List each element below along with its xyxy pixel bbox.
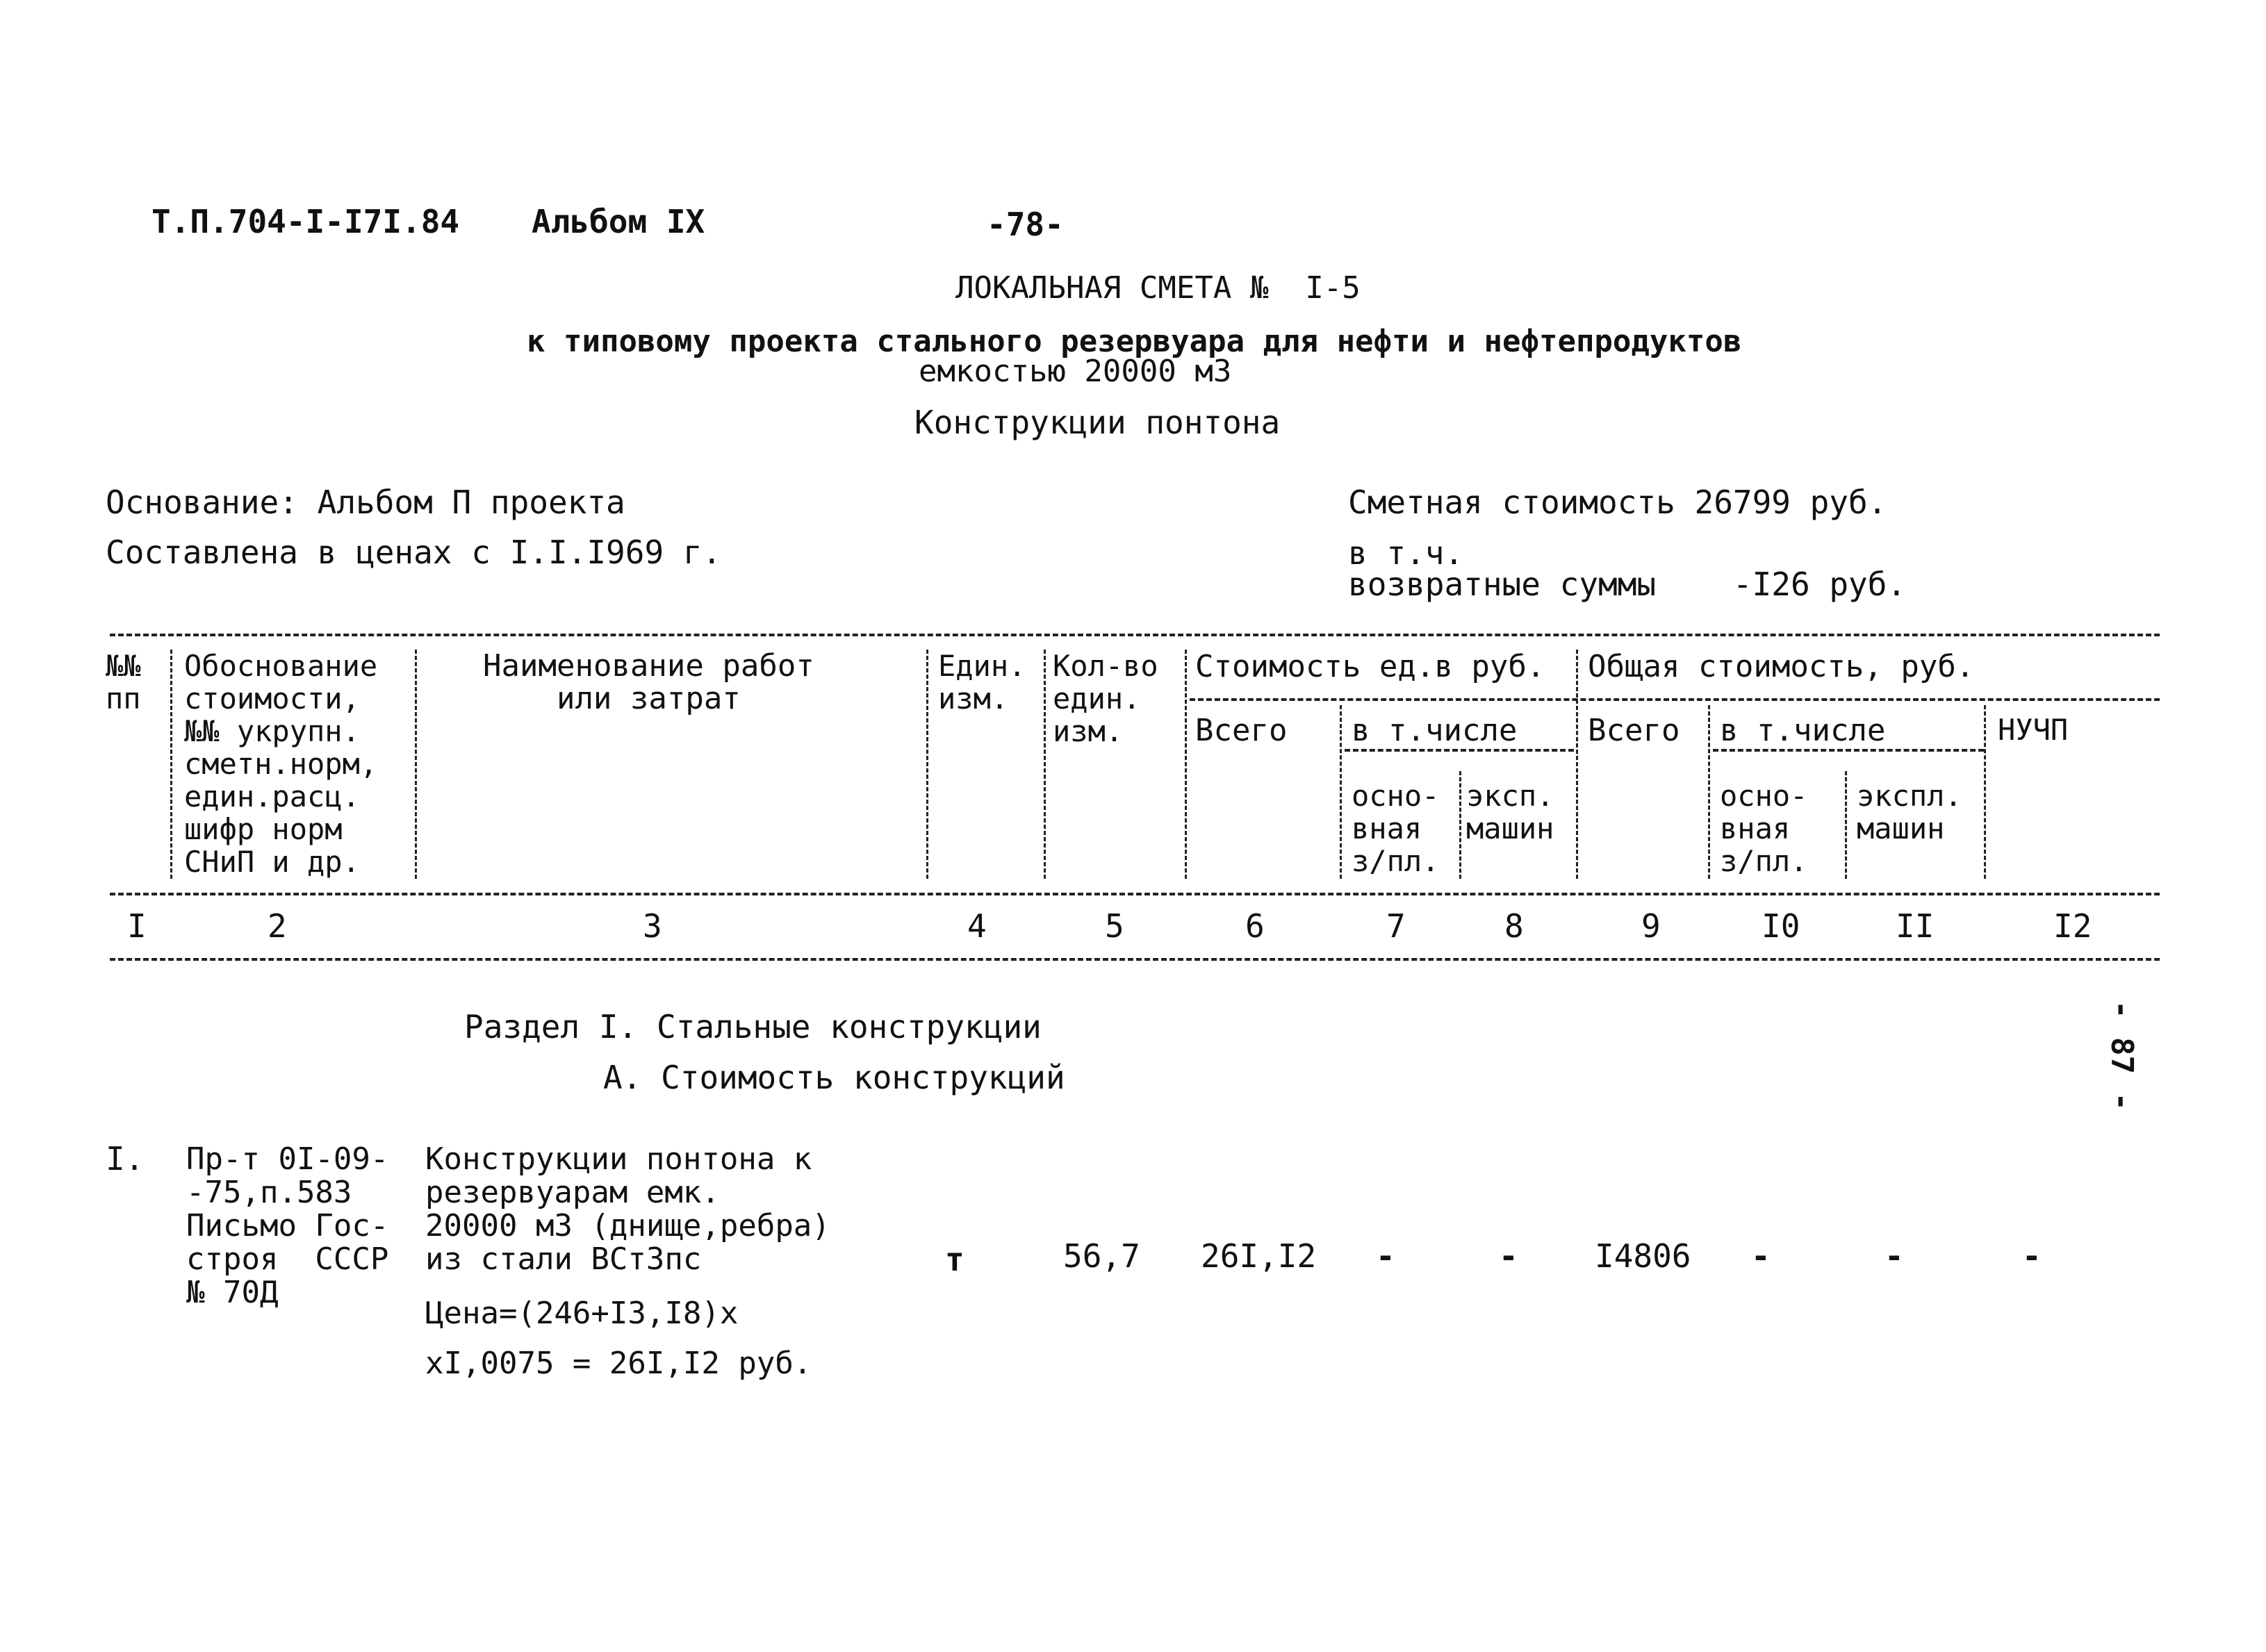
col-number-8: 8 <box>1504 907 1524 945</box>
document-code: Т.П.704-I-I7I.84 <box>151 203 460 240</box>
col-number-6: 6 <box>1245 907 1265 945</box>
row-total: I4806 <box>1595 1237 1691 1275</box>
estimate-title: ЛОКАЛЬНАЯ СМЕТА № I-5 <box>955 270 1361 306</box>
header-col7: осно- вная з/пл. <box>1352 779 1440 878</box>
row-name: Конструкции понтона к резервуарам емк. 20000 м3 (днище,ребра) из стали ВСт3пс <box>425 1141 830 1277</box>
prices-text: Составлена в ценах с I.I.I969 г. <box>106 534 722 571</box>
col-sep-4 <box>1044 650 1046 879</box>
header-bottom-rule <box>110 893 2160 895</box>
section-title: Раздел I. Стальные конструкции <box>464 1008 1042 1046</box>
table-top-rule <box>110 634 2160 636</box>
column-numbers-rule <box>110 958 2160 961</box>
subgroup-rule-right <box>1713 749 1984 752</box>
col-sep-6 <box>1340 705 1342 879</box>
page-number: -78- <box>987 206 1064 243</box>
header-col12: НУЧП <box>1998 713 2069 747</box>
header-col1011-group: в т.числе <box>1720 713 1886 748</box>
col-sep-11 <box>1984 705 1986 879</box>
header-col8: эксп. машин <box>1466 779 1554 845</box>
col-sep-9 <box>1708 705 1710 879</box>
estimated-cost: Сметная стоимость 26799 руб. <box>1348 484 1887 521</box>
return-sums: возвратные суммы -I26 руб. <box>1348 565 1907 603</box>
header-col1: №№ пп <box>106 649 141 716</box>
col-sep-3 <box>926 650 928 879</box>
header-unit-cost-group: Стоимость ед.в руб. <box>1195 649 1545 684</box>
col-number-2: 2 <box>268 907 287 945</box>
header-col4: Един. изм. <box>938 649 1026 716</box>
col-number-10: I0 <box>1762 907 1800 945</box>
col-number-5: 5 <box>1105 907 1124 945</box>
estimate-object: Конструкции понтона <box>914 404 1281 441</box>
col-sep-5 <box>1185 650 1187 879</box>
header-col6: Всего <box>1195 713 1288 748</box>
col-number-3: 3 <box>643 907 662 945</box>
col-number-9: 9 <box>1641 907 1661 945</box>
estimate-capacity: емкостью 20000 м3 <box>919 354 1232 389</box>
estimate-subtitle: к типовому проекта стального резервуара для нефти и нефтепродуктов <box>527 324 1742 359</box>
row-total-wage: - <box>1751 1237 1771 1275</box>
col-sep-7 <box>1459 771 1461 879</box>
row-quantity: 56,7 <box>1063 1237 1140 1275</box>
row-price-calc: Цена=(246+I3,I8)х хI,0075 = 26I,I2 руб. <box>425 1296 812 1381</box>
col-sep-2 <box>415 650 417 879</box>
header-col5: Кол-во един. изм. <box>1053 649 1158 748</box>
row-nuchp: - <box>2022 1237 2042 1275</box>
section-subtitle: А. Стоимость конструкций <box>603 1059 1065 1096</box>
col-number-1: I <box>127 907 147 945</box>
col-sep-8 <box>1576 650 1578 879</box>
header-col9: Всего <box>1588 713 1680 748</box>
row-unit: т <box>945 1241 964 1278</box>
row-unit-wage: - <box>1376 1237 1395 1275</box>
row-unit-machines: - <box>1499 1237 1518 1275</box>
row-basis: Пр-т 0I-09- -75,п.583 Письмо Гос- строя СССР № 70Д <box>186 1141 389 1310</box>
col-sep-10 <box>1845 771 1847 879</box>
col-number-11: II <box>1896 907 1935 945</box>
header-col10: осно- вная з/пл. <box>1720 779 1808 878</box>
header-col11: экспл. машин <box>1857 779 1962 845</box>
row-number: I. <box>106 1140 145 1178</box>
subgroup-rule-left <box>1345 749 1574 752</box>
row-unit-total: 26I,I2 <box>1201 1237 1317 1275</box>
row-total-machines: - <box>1885 1237 1904 1275</box>
header-col2: Обоснование стоимости, №№ укрупн. сметн.норм, един.расц. шифр норм СНиП и др. <box>184 649 378 879</box>
header-total-cost-group: Общая стоимость, руб. <box>1588 649 1975 684</box>
header-col78-group: в т.числе <box>1352 713 1518 748</box>
basis-text: Основание: Альбом П проекта <box>106 484 625 521</box>
col-number-4: 4 <box>967 907 987 945</box>
group-sub-rule <box>1190 698 2160 701</box>
including-text: в т.ч. <box>1348 534 1464 572</box>
header-col3: Наименование работ или затрат <box>483 648 814 716</box>
col-number-12: I2 <box>2053 907 2092 945</box>
margin-page-number: - 87 - <box>2104 1000 2140 1111</box>
col-number-7: 7 <box>1386 907 1406 945</box>
album-label: Альбом IX <box>532 203 705 240</box>
col-sep-1 <box>170 650 172 879</box>
